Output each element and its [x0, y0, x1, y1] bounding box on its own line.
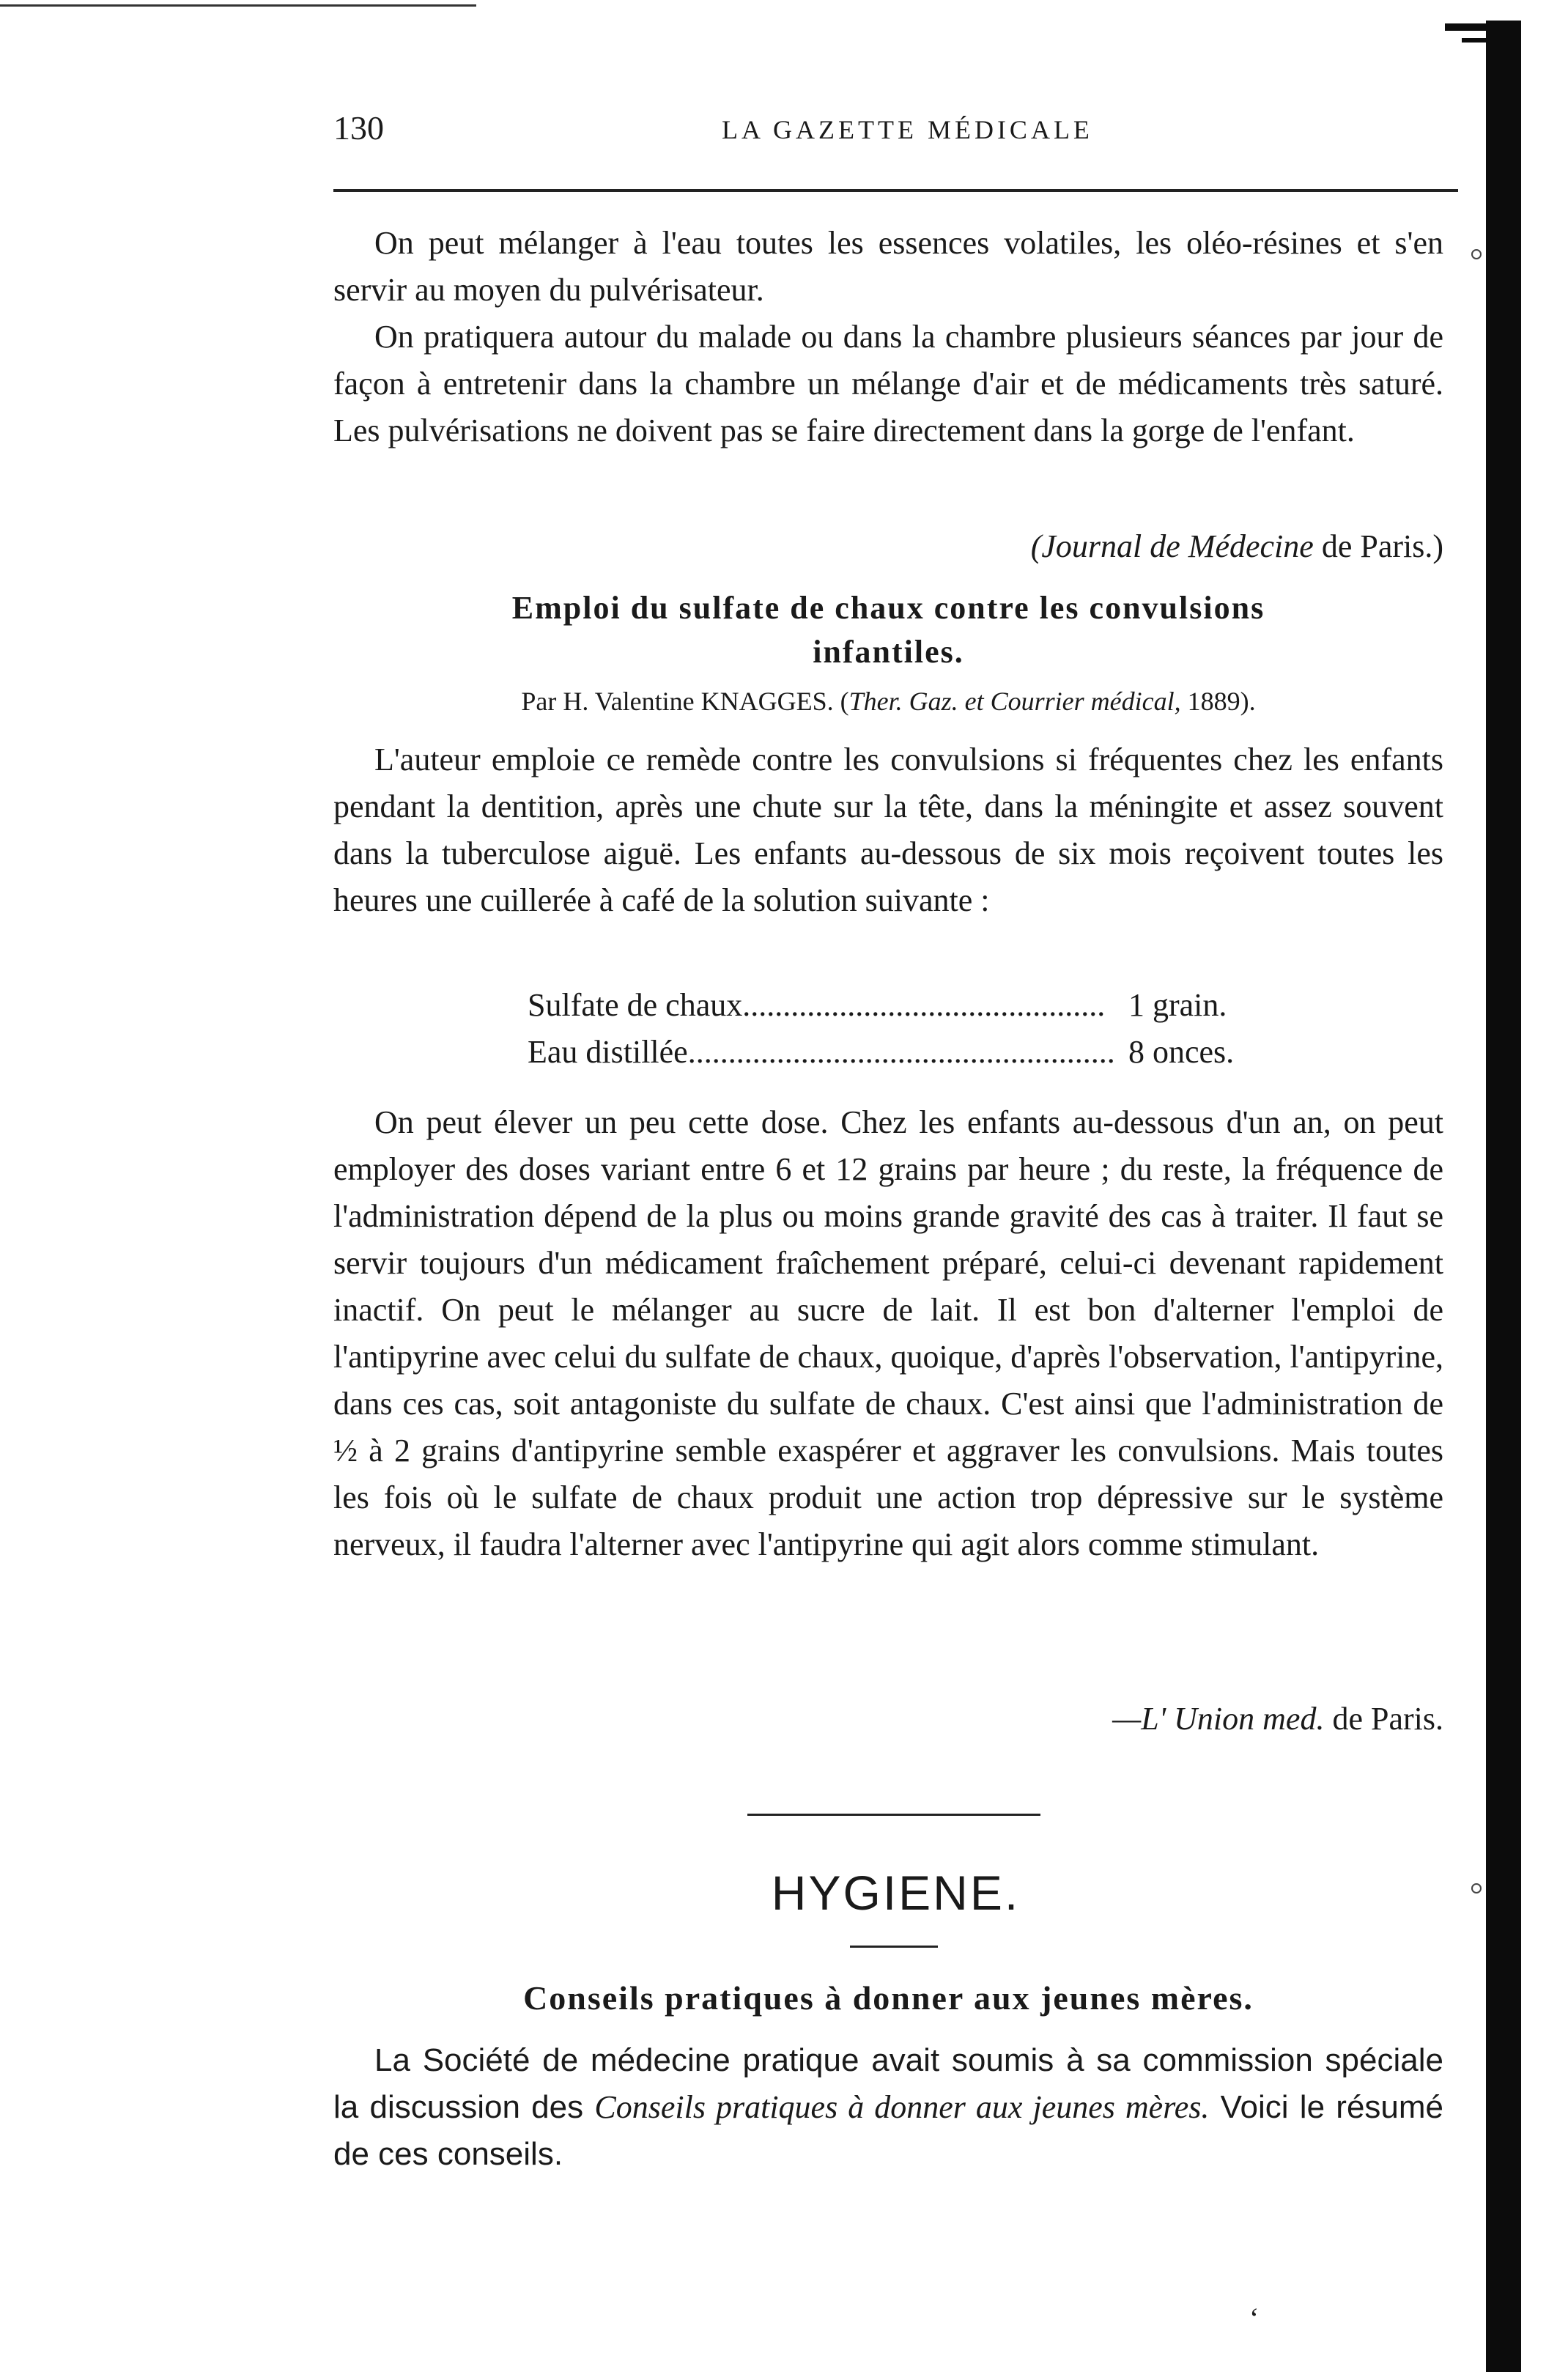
- paragraph: L'auteur emploie ce remède contre les convulsions si fréquentes chez les enfants pendant la dentition, après une chute sur la tête, dans la méningite et assez souvent dans la tuberculose aiguë. Les enfants au-dessous de six mois reçoivent toutes les heures une cuillerée à café de la solution suivante :: [333, 742, 1443, 918]
- top-edge-rule: [0, 4, 476, 7]
- recipe-item: Sulfate de chaux.............................................: [528, 987, 1106, 1023]
- recipe-dose: 8 onces.: [1128, 1034, 1235, 1070]
- article2-body-continued: [333, 1099, 1443, 1568]
- text: La Société de médecine pratique avait soumis à sa commission spéciale la discussion des: [333, 2042, 1443, 2125]
- book-title: Conseils pratiques à donner aux jeunes mères.: [594, 2089, 1210, 2125]
- byline-year: 1889).: [1180, 687, 1256, 716]
- binding-edge-cap: [1462, 38, 1491, 43]
- binding-hole: [1471, 249, 1482, 259]
- section-divider: [747, 1814, 1040, 1816]
- title-line: Emploi du sulfate de chaux contre les convulsions: [511, 590, 1265, 626]
- recipe-dose: 1 grain.: [1128, 987, 1227, 1023]
- byline-journal: Ther. Gaz. et Courrier médical,: [848, 687, 1181, 716]
- running-head: LA GAZETTE MÉDICALE: [722, 115, 1093, 144]
- recipe-row: [528, 1029, 1275, 1076]
- article1-source: [1031, 528, 1443, 565]
- header-rule: [333, 189, 1458, 192]
- article2-byline: [333, 686, 1443, 717]
- paragraph: On peut mélanger à l'eau toutes les essences volatiles, les oléo-résines et s'en servir au moyen du pulvérisateur.: [333, 225, 1443, 308]
- article2-title: [333, 586, 1443, 674]
- paragraph: [333, 2037, 1443, 2178]
- source-title: (Journal de Médecine: [1030, 528, 1314, 564]
- paragraph: On pratiquera autour du malade ou dans la chambre plusieurs séances par jour de façon à entretenir dans la chambre un mélange d'air et de médicaments très saturé. Les pulvérisations ne doivent pas se faire directement dans la gorge de l'enfant.: [333, 319, 1443, 448]
- article1-body: [333, 220, 1443, 454]
- recipe-row: [528, 982, 1275, 1029]
- recipe-item: Eau distillée.....................................................: [528, 1034, 1115, 1070]
- stray-mark: ʻ: [1249, 2302, 1260, 2335]
- recipe: [528, 982, 1275, 1076]
- title-line: infantiles.: [813, 634, 964, 670]
- article3-body: [333, 2037, 1443, 2178]
- byline-author: Par H. Valentine KNAGGES. (: [521, 687, 849, 716]
- article3-title: Conseils pratiques à donner aux jeunes mères.: [523, 1979, 1254, 2017]
- paragraph: On peut élever un peu cette dose. Chez les enfants au-dessous d'un an, on peut employer des doses variant entre 6 et 12 grains par heure ; du reste, la fréquence de l'administration dépend de la plus ou moins grande gravité des cas à traiter. Il faut se servir toujours d'un médicament fraîchement préparé, celui-ci devenant rapidement inactif. On peut le mélanger au sucre de lait. Il est bon d'alterner l'emploi de l'antipyrine avec celui du sulfate de chaux, quoique, d'après l'observation, l'antipyrine, dans ces cas, soit antagoniste du sulfate de chaux. C'est ainsi que l'administration de ½ à 2 grains d'antipyrine semble exaspérer et aggraver les convulsions. Mais toutes les fois où le sulfate de chaux produit une action trop dépressive sur le système nerveux, il faudra l'alterner avec l'antipyrine qui agit alors comme stimulant.: [333, 1104, 1443, 1562]
- source-title: —L' Union med.: [1112, 1701, 1325, 1737]
- section-title: HYGIENE.: [771, 1866, 1021, 1920]
- text: Voici le résumé de ces conseils.: [333, 2089, 1444, 2172]
- article2-body: [333, 736, 1443, 924]
- article2-source: [1112, 1700, 1443, 1737]
- section-title-underline: [850, 1946, 938, 1948]
- binding-edge-cap: [1445, 23, 1521, 31]
- binding-edge: [1486, 21, 1521, 2372]
- source-place: de Paris.): [1313, 528, 1443, 564]
- binding-hole: [1471, 1883, 1482, 1893]
- source-place: de Paris.: [1324, 1701, 1443, 1737]
- page-number: 130: [333, 109, 384, 147]
